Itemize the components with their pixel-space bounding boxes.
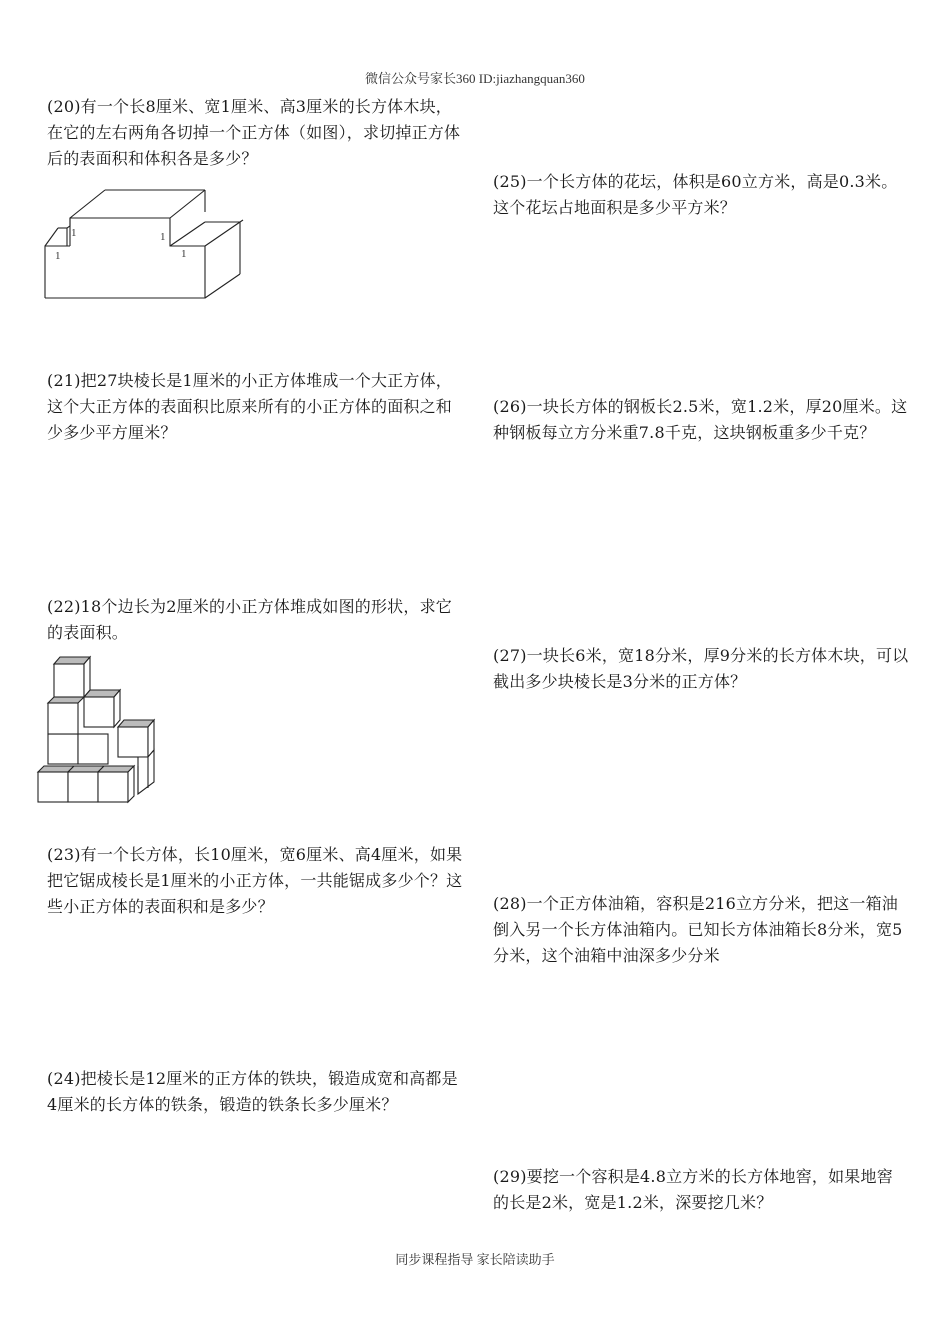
page-footer: 同步课程指导 家长陪读助手 bbox=[395, 1252, 555, 1267]
edge-label: 1 bbox=[71, 227, 77, 239]
cube bbox=[118, 720, 154, 757]
question-22: (22)18个边长为2厘米的小正方体堆成如图的形状，求它的表面积。 bbox=[47, 597, 452, 642]
page-header: 微信公众号家长360 ID:jiazhangquan360 bbox=[365, 71, 585, 86]
cube bbox=[48, 697, 84, 734]
cuboid-cut-figure bbox=[40, 186, 250, 304]
edge-label: 1 bbox=[160, 231, 166, 243]
top-back-edge bbox=[70, 190, 105, 218]
question-26: (26)一块长方体的钢板长2.5米，宽1.2米，厚20厘米。这种钢板每立方分米重7.8千克，这块钢板重多少千克？ bbox=[493, 397, 908, 442]
cube bbox=[78, 734, 108, 764]
question-20: (20)有一个长8厘米、宽1厘米、高3厘米的长方体木块，在它的左右两角各切掉一个正方体（如图），求切掉正方体后的表面积和体积各是多少？ bbox=[47, 97, 461, 168]
stacked-cubes-figure bbox=[34, 654, 164, 806]
cube bbox=[138, 750, 154, 794]
question-23: (23)有一个长方体，长10厘米，宽6厘米、高4厘米，如果把它锯成棱长是1厘米的小正方体，一共能锯成多少个？这些小正方体的表面积和是多少？ bbox=[47, 845, 463, 916]
question-25: (25)一个长方体的花坛，体积是60立方米，高是0.3米。这个花坛占地面积是多少平方米？ bbox=[493, 172, 898, 217]
cube bbox=[48, 734, 78, 764]
edge-label: 1 bbox=[55, 250, 61, 262]
question-24: (24)把棱长是12厘米的正方体的铁块，锻造成宽和高都是4厘米的长方体的铁条，锻造的铁条长多少厘米？ bbox=[47, 1069, 458, 1114]
cube bbox=[84, 690, 120, 727]
question-29: (29)要挖一个容积是4.8立方米的长方体地窖，如果地窖的长是2米，宽是1.2米，深要挖几米？ bbox=[493, 1167, 893, 1212]
question-21: (21)把27块棱长是1厘米的小正方体堆成一个大正方体，这个大正方体的表面积比原来所有的小正方体的面积之和少多少平方厘米？ bbox=[47, 371, 453, 442]
edge-label: 1 bbox=[181, 248, 187, 260]
question-27: (27)一块长6米，宽18分米，厚9分米的长方体木块，可以截出多少块棱长是3分米的正方体？ bbox=[493, 646, 909, 691]
cube bbox=[54, 657, 90, 697]
question-28: (28)一个正方体油箱，容积是216立方分米，把这一箱油倒入另一个长方体油箱内。已知长方体油箱长8分米，宽5分米，这个油箱中油深多少分米 bbox=[493, 894, 903, 965]
cube bbox=[98, 766, 134, 802]
